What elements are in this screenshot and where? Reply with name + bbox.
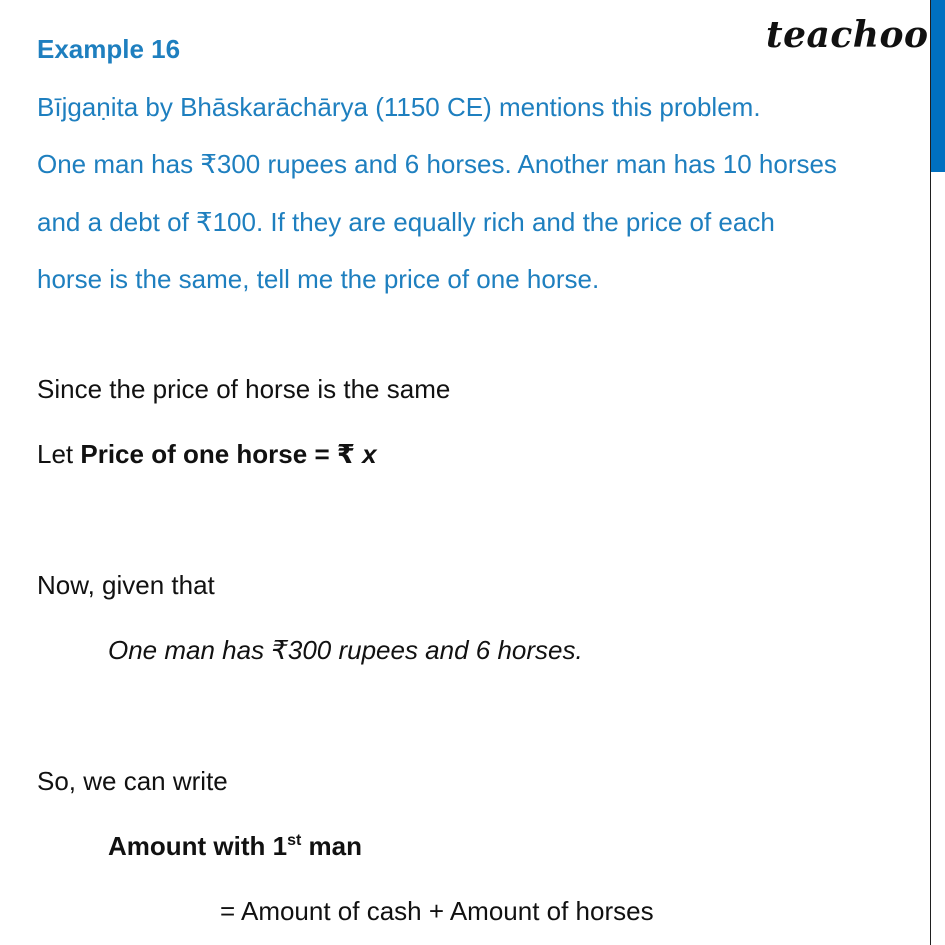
let-variable: x — [362, 439, 377, 469]
question-line-2: One man has ₹300 rupees and 6 horses. Another man has 10 horses — [37, 149, 837, 179]
let-statement — [37, 438, 377, 470]
amount-superscript: st — [287, 832, 302, 849]
amount-equation: = Amount of cash + Amount of horses — [220, 896, 654, 926]
question-line-1: Bījgaṇita by Bhāskarāchārya (1150 CE) mentions this problem. — [37, 92, 761, 122]
amount-suffix: man — [301, 831, 363, 861]
question-line-3: and a debt of ₹100. If they are equally rich and the price of each — [37, 207, 775, 237]
given-statement — [108, 634, 583, 666]
so-statement: So, we can write — [37, 766, 228, 796]
since-statement: Since the price of horse is the same — [37, 374, 451, 404]
teachoo-logo: teachoo — [766, 14, 929, 56]
question-line-4: horse is the same, tell me the price of one horse. — [37, 264, 600, 294]
amount-prefix: Amount with 1 — [108, 831, 288, 861]
now-statement: Now, given that — [37, 570, 215, 600]
let-prefix: Let — [37, 439, 81, 469]
example-title: Example 16 — [37, 34, 181, 64]
blue-accent-bar — [931, 0, 945, 172]
let-bold-text: Price of one horse = ₹ — [80, 439, 363, 469]
amount-heading — [108, 830, 362, 862]
given-text: One man has ₹300 rupees and 6 horses. — [108, 635, 583, 665]
